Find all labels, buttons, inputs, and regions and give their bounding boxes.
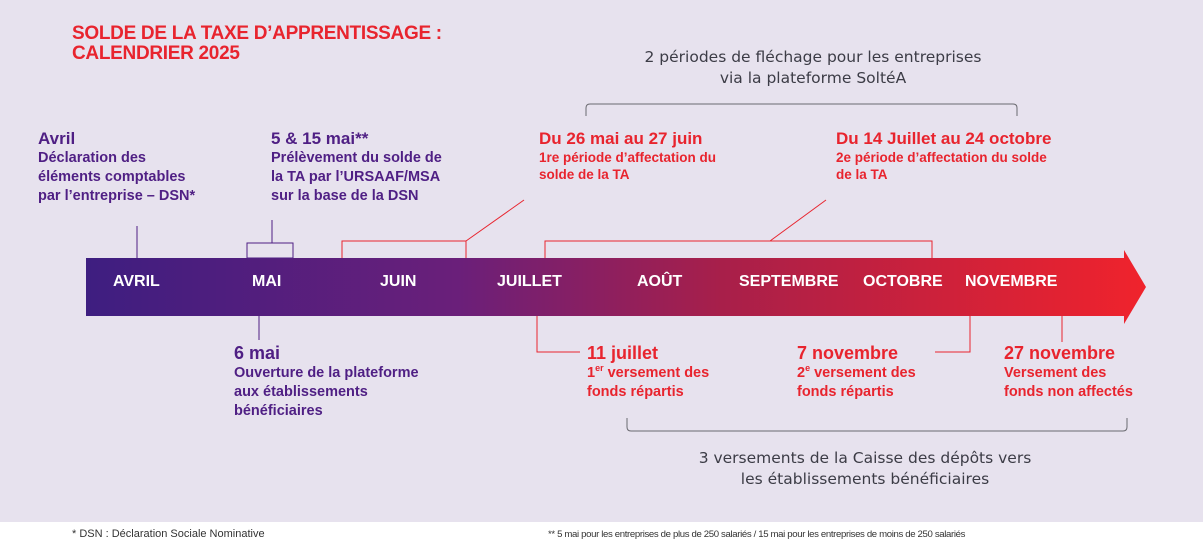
event-avril xyxy=(38,129,195,206)
event-heading: Avril xyxy=(38,129,76,148)
top-bracket-note: 2 périodes de fléchage pour les entreprises via la plateforme SoltéA xyxy=(644,48,982,87)
period1-bracket xyxy=(342,241,466,258)
event-text: 1re période d’affectation du solde de la TA xyxy=(539,150,717,182)
footnote-mai: ** 5 mai pour les entreprises de plus de 250 salariés / 15 mai pour les entreprises de moins de 250 salariés xyxy=(548,529,966,540)
event-text: 2e versement des xyxy=(797,363,916,381)
mai-bracket xyxy=(247,243,293,258)
event-text: 1er versement des xyxy=(587,363,710,381)
month-novembre: NOVEMBRE xyxy=(965,273,1058,290)
month-aout: AOÛT xyxy=(637,273,683,290)
event-7-novembre xyxy=(797,343,916,402)
event-heading: Du 26 mai au 27 juin xyxy=(539,129,703,148)
event-heading: 5 & 15 mai** xyxy=(271,129,369,148)
event-six-mai xyxy=(234,343,419,421)
month-juillet: JUILLET xyxy=(497,273,562,290)
month-mai: MAI xyxy=(252,273,282,290)
month-octobre: OCTOBRE xyxy=(863,273,943,290)
period1-connector xyxy=(466,200,524,241)
event-text: 2e période d’affectation du solde de la TA xyxy=(836,150,1047,182)
event-heading: 11 juillet xyxy=(587,343,659,363)
month-septembre: SEPTEMBRE xyxy=(739,273,839,290)
month-avril: AVRIL xyxy=(113,273,160,290)
event-period2 xyxy=(836,129,1051,183)
event-text: Déclaration des éléments comptables par l’entreprise – DSN* xyxy=(38,150,196,204)
top-bracket xyxy=(586,104,1017,116)
bottom-bracket-note: 3 versements de la Caisse des dépôts vers les établissements bénéficiaires xyxy=(698,449,1032,488)
page-title: SOLDE DE LA TAXE D’APPRENTISSAGE : CALENDRIER 2025 xyxy=(72,23,442,64)
footnote-dsn: * DSN : Déclaration Sociale Nominative xyxy=(72,528,265,540)
event-heading: 6 mai xyxy=(234,343,281,363)
event-text: Prélèvement du solde de la TA par l’URSAAF/MSA sur la base de la DSN xyxy=(271,150,442,204)
event-text-line2: fonds répartis xyxy=(587,384,684,400)
event-11-juillet xyxy=(587,343,709,402)
period2-bracket xyxy=(545,241,932,258)
period2-connector xyxy=(770,200,826,241)
event-heading: 7 novembre xyxy=(797,343,899,363)
event-text: Versement des fonds non affectés xyxy=(1004,365,1133,400)
event-27-novembre xyxy=(1004,343,1133,402)
event-text-line2: fonds répartis xyxy=(797,384,894,400)
event-prelevement xyxy=(271,129,442,206)
bottom-bracket xyxy=(627,418,1127,431)
month-juin: JUIN xyxy=(380,273,417,290)
event-heading: 27 novembre xyxy=(1004,343,1116,363)
event-heading: Du 14 Juillet au 24 octobre xyxy=(836,129,1052,148)
event-text: Ouverture de la plateforme aux établissements bénéficiaires xyxy=(234,365,419,419)
novembre7-connector xyxy=(935,316,970,352)
juillet-connector xyxy=(537,316,580,352)
event-period1 xyxy=(539,129,716,183)
